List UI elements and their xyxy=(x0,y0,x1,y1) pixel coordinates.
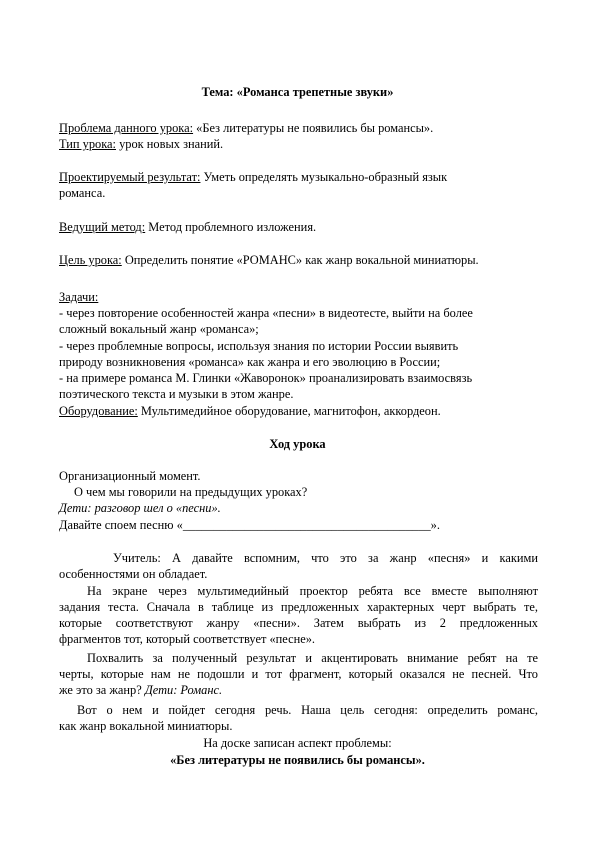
paragraph-line xyxy=(59,683,222,698)
method-line xyxy=(59,220,316,235)
org-moment-line: Организационный момент. xyxy=(59,469,201,483)
equipment-line xyxy=(59,404,441,419)
lesson-course-title: Ход урока xyxy=(269,437,326,451)
sing-song-line xyxy=(59,518,440,533)
equipment-label: Оборудование: xyxy=(59,404,138,418)
paragraph-line: черты, которые нам не подошли и тот фрагмент, который оказался не песней. Что xyxy=(59,667,538,681)
task-line: - через проблемные вопросы, используя знания по истории России выявить xyxy=(59,339,459,353)
children-answer-romance: Дети: Романс. xyxy=(144,683,223,697)
task-line: природу возникновения «романса» как жанра и его эволюцию в России; xyxy=(59,355,441,369)
paragraph-line: Вот о нем и пойдет сегодня речь. Наша цель сегодня: определить романс, xyxy=(77,703,538,717)
result-label: Проектируемый результат: xyxy=(59,170,201,184)
paragraph-line: Учитель: А давайте вспомним, что это за жанр «песня» и какими xyxy=(113,551,538,565)
previous-lessons-question: О чем мы говорили на предыдущих уроках? xyxy=(74,485,308,499)
problem-label: Проблема данного урока: xyxy=(59,121,194,135)
result-text: Уметь определять музыкально-образный язык xyxy=(200,170,448,184)
result-line xyxy=(59,170,447,185)
method-text: Метод проблемного изложения. xyxy=(145,220,317,234)
tasks-label: Задачи: xyxy=(59,290,99,304)
paragraph-line: которые соответствуют жанру «песни». Затем выбрать из 2 предложенных xyxy=(59,616,538,630)
equipment-text: Мультимедийное оборудование, магнитофон, аккордеон. xyxy=(137,404,441,418)
result-line-2: романса. xyxy=(59,186,106,200)
goal-line xyxy=(59,253,479,268)
paragraph-line: задания теста. Сначала в таблице из предложенных характерных черт выбрать те, xyxy=(59,600,538,614)
problem-text: «Без литературы не появились бы романсы». xyxy=(193,121,434,135)
children-answer-line: Дети: разговор шел о «песни». xyxy=(59,501,221,515)
song-name-blank: ________________________________________ xyxy=(182,518,431,532)
sing-song-suffix: ». xyxy=(430,518,440,532)
problem-quote: «Без литературы не появились бы романсы». xyxy=(170,753,425,767)
task-line: - через повторение особенностей жанра «песни» в видеотесте, выйти на более xyxy=(59,306,473,320)
goal-label: Цель урока: xyxy=(59,253,122,267)
task-line: поэтического текста и музыки в этом жанре. xyxy=(59,387,294,401)
task-line: сложный вокальный жанр «романса»; xyxy=(59,322,259,336)
sing-song-prefix: Давайте споем песню « xyxy=(59,518,183,532)
paragraph-line: На экране через мультимедийный проектор ребята все вместе выполняют xyxy=(87,584,538,598)
genre-question: же это за жанр? xyxy=(59,683,145,697)
paragraph-line: особенностями он обладает. xyxy=(59,567,208,581)
goal-text: Определить понятие «РОМАНС» как жанр вокальной миниатюры. xyxy=(121,253,479,267)
paragraph-line: Похвалить за полученный результат и акцентировать внимание ребят на те xyxy=(87,651,538,665)
problem-line xyxy=(59,121,433,136)
paragraph-line: фрагментов тот, который соответствует «песне». xyxy=(59,632,316,646)
lesson-type-line xyxy=(59,137,223,152)
lesson-type-label: Тип урока: xyxy=(59,137,116,151)
lesson-type-text: урок новых знаний. xyxy=(115,137,224,151)
task-line: - на примере романса М. Глинки «Жаворонок» проанализировать взаимосвязь xyxy=(59,371,473,385)
lesson-topic-title: Тема: «Романса трепетные звуки» xyxy=(201,85,394,99)
method-label: Ведущий метод: xyxy=(59,220,146,234)
board-aspect-line: На доске записан аспект проблемы: xyxy=(203,736,392,750)
paragraph-line: как жанр вокальной миниатюры. xyxy=(59,719,233,733)
